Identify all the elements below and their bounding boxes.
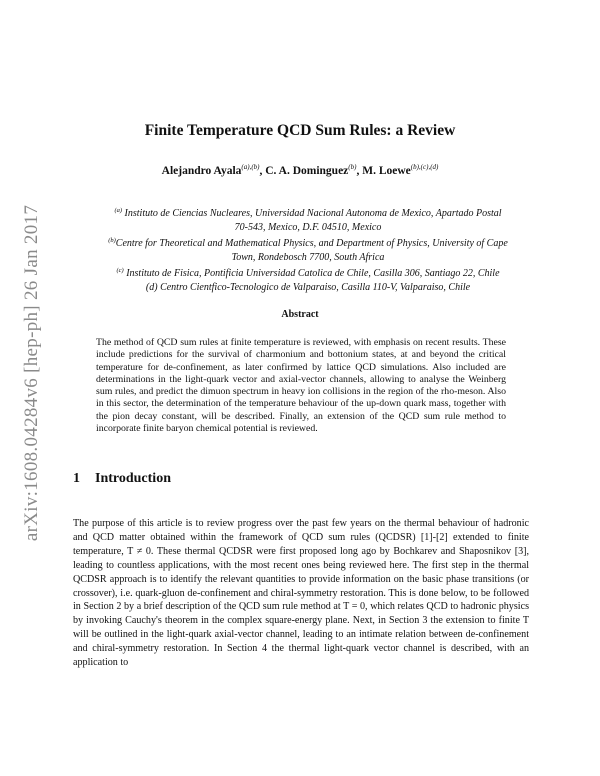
section-heading — [73, 471, 171, 487]
affiliation: $^{(c)}$ Instituto de Fisica, Pontificia Universidad Catolica de Chile, Casilla 306, Santiago 22, Chile — [116, 267, 500, 280]
affiliation: $^{(b)}$Centre for Theoretical and Mathematical Physics, and Department of Physics, University of Cape Town, Rondebosch 7700, South Africa — [108, 237, 508, 263]
affiliation: (d) Centro Cientfico-Tecnologico de Valparaiso, Casilla 110-V, Valparaiso, Chile — [145, 281, 471, 293]
abstract-text: The method of QCD sum rules at finite temperature is reviewed, with emphasis on recent results. These include predictions for the survival of charmonium and bottonium states, at and beyond the critical temperature for de-confinement, as later confirmed by lattice QCD simulations. Also included are determinations in the light-quark vector and axial-vector channels, allowing to analyse the Weinberg sum rules, and predict the dimuon spectrum in heavy ion collisions in the region of the rho-meson. Also in this sector, the determination of the temperature behaviour of the up-down quark mass, together with the pion decay constant, will be described. Finally, an extension of the QCD sum rule method to incorporate finite baryon chemical potential is reviewed. — [96, 337, 506, 435]
author-list — [70, 163, 530, 177]
author: M. Loewe$^{(b),(c),(d)}$ — [362, 163, 439, 177]
introduction-text: The purpose of this article is to review progress over the past few years on the thermal behaviour of hadronic and QCD matter obtained within the framework of QCD sum rules (QCDSR) [1]-[2] extended to finite temperature, T ≠ 0. These thermal QCDSR were first proposed long ago by Bochkarev and Shaposnikov [3], leading to countless applications, with the most recent ones being reviewed here. The first step in the thermal QCDSR approach is to identify the relevant quantities to provide information on the basic phase transitions (or crossover), i.e. quark-gluon de-confinement and chiral-symmetry restoration. This is done below, to be followed in Section 2 by a brief description of the QCD sum rule method at T = 0, which relates QCD to hadronic physics by invoking Cauchy's theorem in the complex square-energy plane. Next, in Section 3 the extension to finite T will be outlined in the light-quark axial-vector channel, leading to an intimate relation between de-confinement and chiral-symmetry restoration. In Section 4 the thermal light-quark vector channel is described, with an application to — [73, 518, 529, 669]
affiliation: $^{(a)}$ Instituto de Ciencias Nucleares, Universidad Nacional Autonoma de Mexico, Apartado Postal 70-543, Mexico, D.F. 04510, Mexico — [114, 207, 502, 233]
section-number: 1 — [73, 471, 80, 486]
affiliation-list — [68, 204, 548, 295]
author: C. A. Dominguez$^{(b)}$, — [265, 163, 363, 177]
arxiv-sidebar-stamp — [8, 178, 56, 568]
paper-title: Finite Temperature QCD Sum Rules: a Review — [144, 122, 456, 139]
arxiv-identifier: arXiv:1608.04284v6 [hep-ph] 26 Jan 2017 — [21, 204, 43, 542]
section-title: Introduction — [95, 471, 171, 486]
abstract-heading: Abstract — [281, 309, 319, 320]
author: Alejandro Ayala$^{(a),(b)}$, — [161, 163, 266, 177]
